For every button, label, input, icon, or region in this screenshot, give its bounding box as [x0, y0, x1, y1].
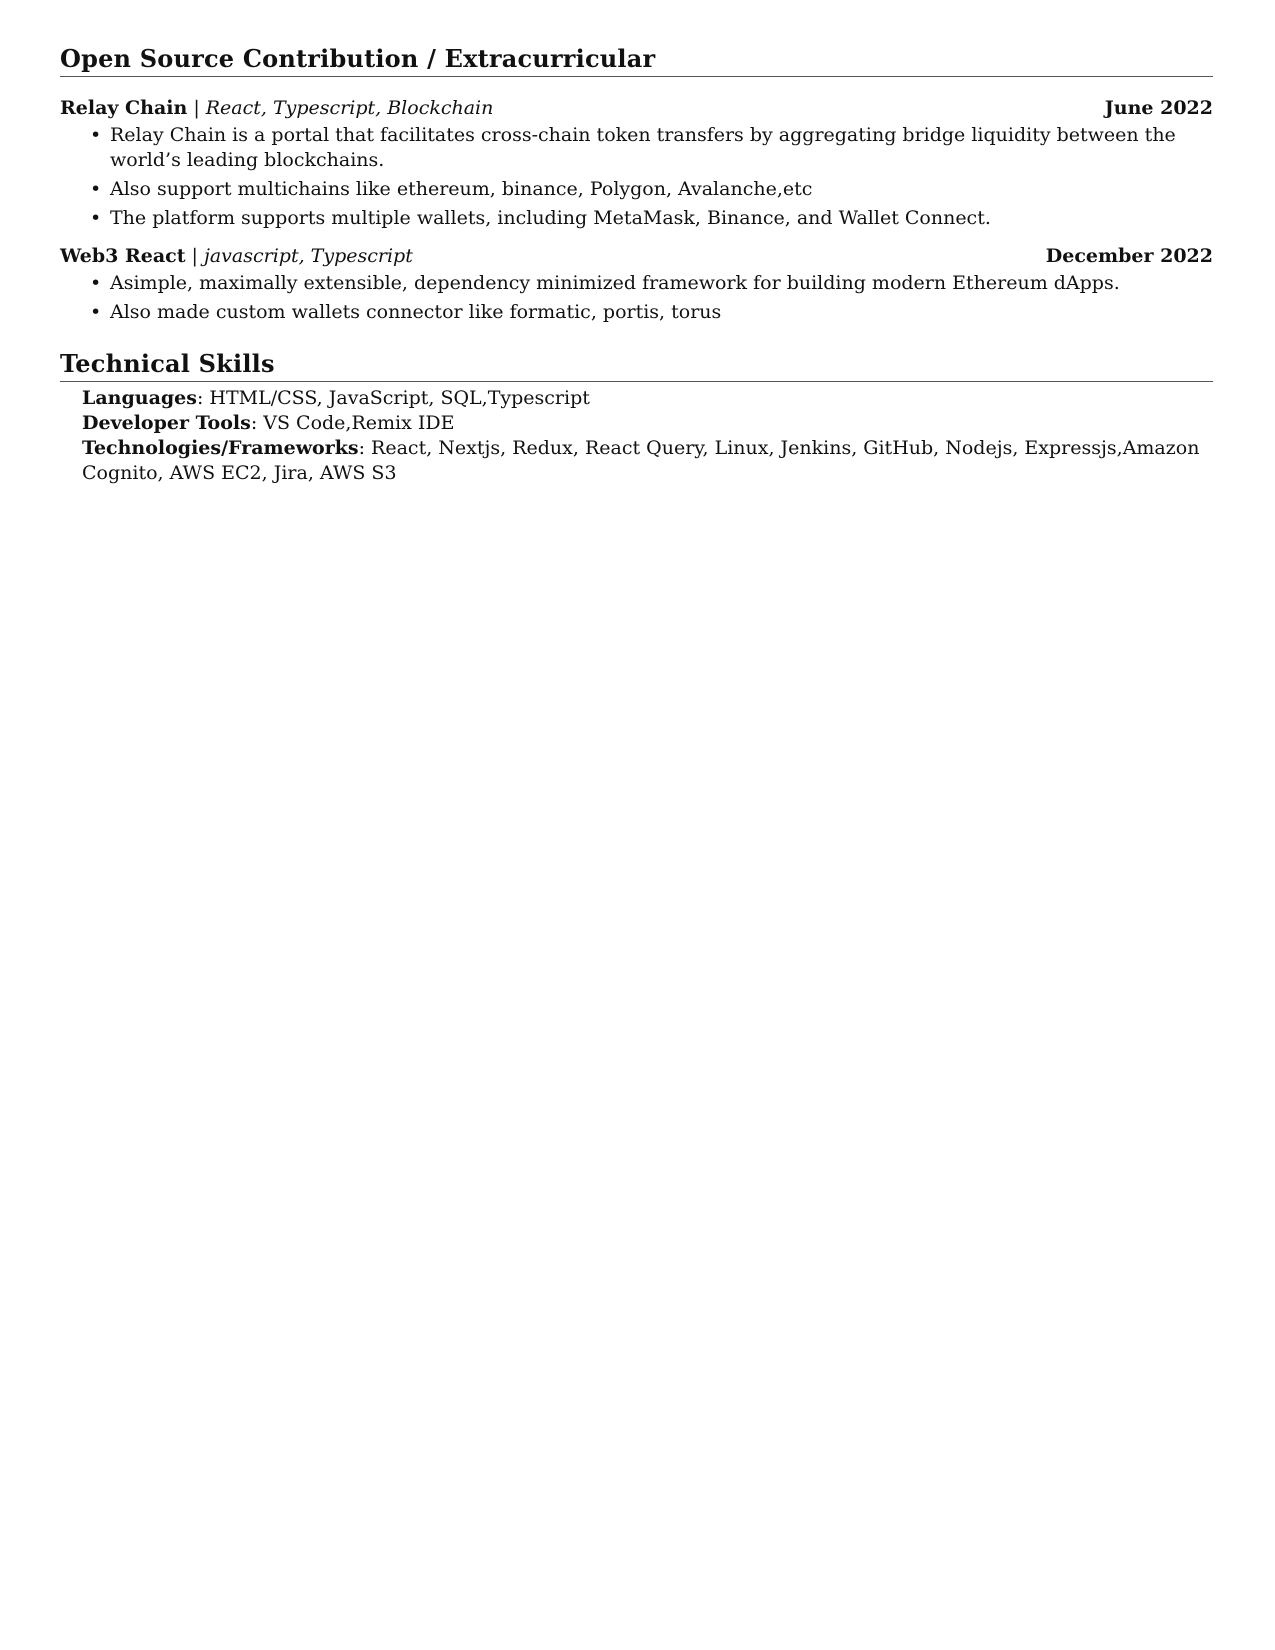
bullet-icon: •: [90, 178, 102, 200]
list-item: [88, 206, 1213, 231]
project-entry-web3-react: [60, 243, 1213, 325]
project-name: Web3 React: [60, 245, 186, 267]
bullet-text: Relay Chain is a portal that facilitates cross-chain token transfers by aggregating bridge liquidity between the world’s leading blockchains.: [110, 124, 1176, 171]
entry-heading: [60, 95, 1213, 121]
bullet-list: [60, 271, 1213, 325]
bullet-text: Also made custom wallets connector like formatic, portis, torus: [110, 301, 722, 323]
list-item: [88, 300, 1213, 325]
skill-key: Developer Tools: [82, 412, 251, 434]
bullet-icon: •: [90, 124, 102, 146]
section-title-open-source: Open Source Contribution / Extracurricular: [60, 44, 656, 73]
skill-value: : HTML/CSS, JavaScript, SQL,Typescript: [196, 387, 590, 409]
section-divider: [60, 381, 1213, 382]
entry-title-group: [60, 95, 493, 121]
bullet-icon: •: [90, 272, 102, 294]
section-divider: [60, 76, 1213, 77]
skill-value: : VS Code,Remix IDE: [250, 412, 455, 434]
bullet-icon: •: [90, 207, 102, 229]
skill-key: Technologies/Frameworks: [82, 437, 359, 459]
entry-heading: [60, 243, 1213, 269]
list-item: [88, 123, 1213, 173]
skills-list: [60, 386, 1213, 486]
technical-skills-section: [60, 347, 1213, 486]
skill-row-developer-tools: [82, 411, 1213, 436]
project-date: December 2022: [1045, 245, 1213, 267]
bullet-list: [60, 123, 1213, 231]
section-title-skills: Technical Skills: [60, 349, 275, 378]
bullet-icon: •: [90, 301, 102, 323]
project-tech: React, Typescript, Blockchain: [205, 97, 494, 119]
project-entry-relay-chain: [60, 95, 1213, 231]
project-tech: javascript, Typescript: [203, 245, 413, 267]
bullet-text: The platform supports multiple wallets, including MetaMask, Binance, and Wallet Connect.: [110, 207, 991, 229]
separator: |: [191, 245, 198, 267]
skill-key: Languages: [82, 387, 197, 409]
skill-row-technologies: [82, 436, 1213, 486]
skill-row-languages: [82, 386, 1213, 411]
bullet-text: Also support multichains like ethereum, binance, Polygon, Avalanche,etc: [110, 178, 813, 200]
entry-title-group: [60, 243, 413, 269]
project-name: Relay Chain: [60, 97, 188, 119]
open-source-section: [60, 42, 1213, 325]
skill-value: : React, Nextjs, Redux, React Query, Linux, Jenkins, GitHub, Nodejs, Expressjs,Amazon Cognito, AWS EC2, Jira, AWS S3: [82, 437, 1200, 484]
project-date: June 2022: [1104, 97, 1213, 119]
separator: |: [193, 97, 200, 119]
list-item: [88, 177, 1213, 202]
list-item: [88, 271, 1213, 296]
bullet-text: Asimple, maximally extensible, dependency minimized framework for building modern Ethereum dApps.: [110, 272, 1120, 294]
